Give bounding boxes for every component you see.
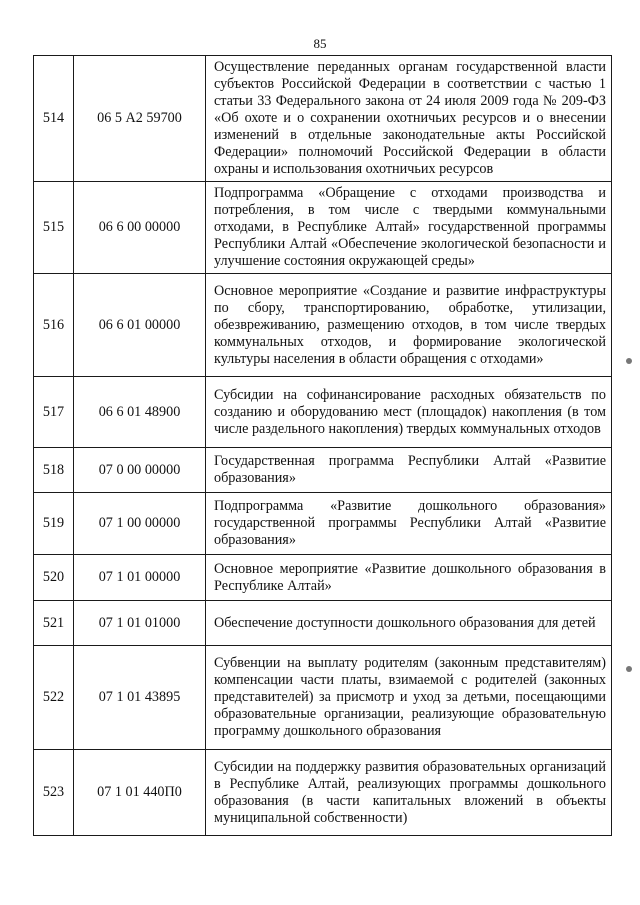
table-row xyxy=(34,646,612,750)
row-number: 523 xyxy=(34,750,74,836)
expense-description: Обеспечение доступности дошкольного образования для детей xyxy=(206,601,612,646)
table-row xyxy=(34,448,612,493)
classification-code: 07 1 01 43895 xyxy=(74,646,206,750)
table-row xyxy=(34,750,612,836)
row-number: 516 xyxy=(34,274,74,377)
classification-code: 06 6 01 48900 xyxy=(74,377,206,448)
classification-code: 06 6 01 00000 xyxy=(74,274,206,377)
row-number: 515 xyxy=(34,182,74,274)
table-row xyxy=(34,274,612,377)
expense-description: Основное мероприятие «Развитие дошкольного образования в Республике Алтай» xyxy=(206,555,612,601)
classification-code: 07 1 00 00000 xyxy=(74,493,206,555)
expense-description: Субсидии на поддержку развития образовательных организаций в Республике Алтай, реализующих программы дошкольного образования (в части капитальных вложений в объекты муниципальной собственности) xyxy=(206,750,612,836)
expense-description: Подпрограмма «Обращение с отходами производства и потребления, в том числе с твердыми коммунальными отходами, в Республике Алтай» государственной программы Республики Алтай «Обеспечение экологической безопасности и улучшение состояния окружающей среды» xyxy=(206,182,612,274)
table-row xyxy=(34,377,612,448)
expense-description: Основное мероприятие «Создание и развитие инфраструктуры по сбору, транспортированию, обработке, утилизации, обезвреживанию, размещению отходов, в том числе твердых коммунальных отходов, и формирование экологической культуры населения в области обращения с отходами» xyxy=(206,274,612,377)
row-number: 514 xyxy=(34,56,74,182)
row-number: 522 xyxy=(34,646,74,750)
table-row xyxy=(34,493,612,555)
page-number: 85 xyxy=(313,36,327,51)
classification-code: 07 0 00 00000 xyxy=(74,448,206,493)
expense-description: Субсидии на софинансирование расходных обязательств по созданию и оборудованию мест (площадок) накопления (в том числе раздельного накопления) твердых коммунальных отходов xyxy=(206,377,612,448)
row-number: 518 xyxy=(34,448,74,493)
classification-code: 07 1 01 01000 xyxy=(74,601,206,646)
row-number: 520 xyxy=(34,555,74,601)
table-row xyxy=(34,182,612,274)
scan-artifact-dot xyxy=(626,358,632,364)
row-number: 519 xyxy=(34,493,74,555)
scan-artifact-dot xyxy=(626,666,632,672)
expense-description: Подпрограмма «Развитие дошкольного образования» государственной программы Республики Алтай «Развитие образования» xyxy=(206,493,612,555)
row-number: 521 xyxy=(34,601,74,646)
expense-description: Осуществление переданных органам государственной власти субъектов Российской Федерации в соответствии с частью 1 статьи 33 Федерального закона от 24 июля 2009 года № 209-ФЗ «Об охоте и о сохранении охотничьих ресурсов и о внесении изменений в отдельные законодательные акты Российской Федерации» полномочий Российской Федерации в области охраны и использования охотничьих ресурсов xyxy=(206,56,612,182)
expense-description: Субвенции на выплату родителям (законным представителям) компенсации части платы, взимаемой с родителей (законных представителей) за присмотр и уход за детьми, посещающими образовательные организации, реализующие образовательную программу дошкольного образования xyxy=(206,646,612,750)
classification-code: 07 1 01 00000 xyxy=(74,555,206,601)
expense-description: Государственная программа Республики Алтай «Развитие образования» xyxy=(206,448,612,493)
table-row xyxy=(34,56,612,182)
table-row xyxy=(34,601,612,646)
classification-code: 07 1 01 440П0 xyxy=(74,750,206,836)
budget-classification-table xyxy=(33,55,612,836)
classification-code: 06 5 А2 59700 xyxy=(74,56,206,182)
classification-code: 06 6 00 00000 xyxy=(74,182,206,274)
table-row xyxy=(34,555,612,601)
row-number: 517 xyxy=(34,377,74,448)
